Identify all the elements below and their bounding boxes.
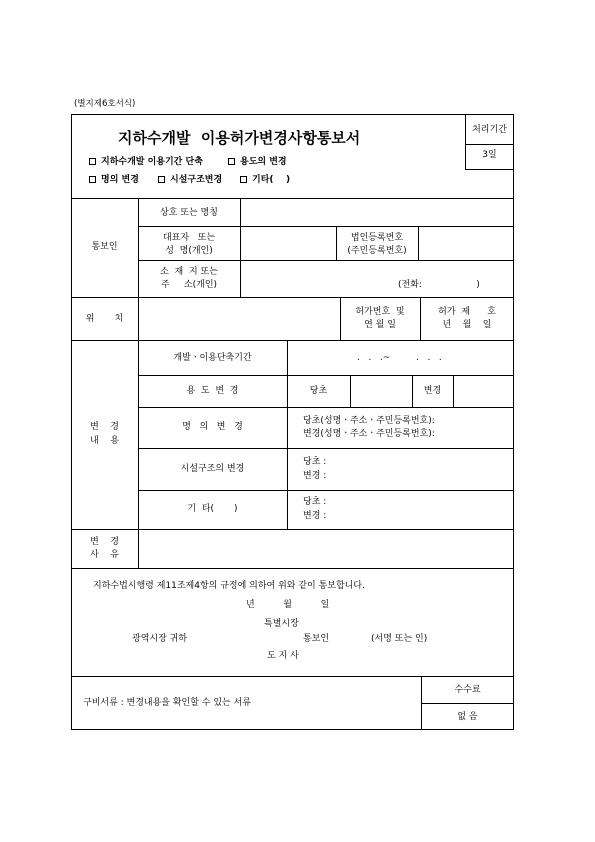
company-name-label: 상호 또는 명칭 (160, 208, 218, 218)
representative-field[interactable] (241, 227, 336, 260)
usage-after-field[interactable] (454, 377, 513, 406)
other-before[interactable]: 당초 : (303, 497, 327, 507)
fee-label: 수수료 (454, 685, 481, 695)
location-field[interactable] (139, 299, 339, 339)
processing-period-label: 처리기간 (472, 125, 507, 135)
address-label-1: 소 재 지 또는 (160, 267, 218, 277)
reason-field[interactable] (139, 531, 513, 567)
facility-change-label: 시설구조의 변경 (180, 464, 245, 474)
notifier-section-label: 통보인 (91, 242, 118, 252)
permit-number-label: 허가 제 호 (438, 307, 496, 317)
other-change-label: 기 타( ) (187, 504, 238, 514)
provincial-governor: 도 지 사 (267, 651, 299, 661)
checkbox-icon (158, 176, 165, 183)
address-label-2: 주 소(개인) (160, 280, 218, 290)
notifier-signature-label: 통보인 (303, 634, 330, 644)
checkbox-icon (89, 158, 96, 165)
corp-reg-label-1: 법인등록번호 (350, 233, 404, 243)
checkbox-period-shorten[interactable]: 지하수개발 이용기간 단축 (89, 157, 203, 168)
metro-city-mayor: 광역시장 귀하 (132, 634, 188, 644)
period-label: 개발ㆍ이용단축기간 (173, 353, 252, 363)
checkbox-usage-change[interactable]: 용도의 변경 (228, 157, 287, 168)
location-label: 위 치 (85, 314, 124, 324)
checkbox-icon (228, 158, 235, 165)
signature-or-seal[interactable]: (서명 또는 인) (371, 634, 428, 644)
required-documents: 구비서류 : 변경내용을 확인할 수 있는 서류 (83, 698, 251, 708)
form-title: 지하수개발 이용허가변경사항통보서 (118, 129, 361, 147)
processing-period-value: 3일 (482, 150, 497, 160)
usage-change-label: 용 도 변 경 (186, 386, 239, 396)
usage-after-label: 변경 (423, 386, 442, 396)
facility-after[interactable]: 변경 : (303, 471, 327, 481)
special-city-mayor: 특별시장 (264, 619, 299, 629)
reason-label-1: 변 경 (90, 537, 119, 547)
checkbox-other[interactable]: 기타( ) (240, 175, 290, 186)
reason-label-2: 사 유 (90, 550, 119, 560)
declaration-statement: 지하수법시행령 제11조제4항의 규정에 의하여 위와 같이 통보합니다. (93, 581, 365, 591)
checkbox-icon (240, 176, 247, 183)
usage-before-label: 당초 (309, 386, 328, 396)
form-number: (별지제6호서식) (74, 99, 136, 109)
changes-section-label-1: 변 경 (90, 422, 119, 432)
name-change-label: 명 의 변 경 (182, 422, 243, 432)
phone-label: (전화: ) (398, 280, 480, 290)
checkbox-name-change[interactable]: 명의 변경 (89, 175, 139, 186)
fee-value: 없 음 (457, 712, 478, 722)
representative-label-1: 대표자 또는 (162, 233, 216, 243)
changes-section-label-2: 내 용 (90, 436, 119, 446)
other-after[interactable]: 변경 : (303, 511, 327, 521)
checkbox-icon (89, 176, 96, 183)
corp-reg-label-2: (주민등록번호) (347, 246, 407, 256)
permit-label-1: 허가번호 및 (355, 307, 405, 317)
corp-reg-field[interactable] (419, 227, 513, 260)
name-after[interactable]: 변경(성명ㆍ주소ㆍ주민등록번호): (303, 429, 435, 439)
representative-label-2: 성 명(개인) (165, 246, 213, 256)
name-before[interactable]: 당초(성명ㆍ주소ㆍ주민등록번호): (303, 416, 435, 426)
declaration-date[interactable]: 년 월 일 (246, 600, 330, 610)
address-field[interactable] (241, 261, 513, 297)
company-name-field[interactable] (241, 200, 513, 226)
usage-before-field[interactable] (351, 377, 411, 406)
facility-before[interactable]: 당초 : (303, 457, 327, 467)
permit-label-2: 연 월 일 (364, 320, 396, 330)
period-value[interactable]: . . .~ . . . (357, 353, 442, 363)
permit-date-label: 년 월 일 (442, 320, 492, 330)
checkbox-facility-change[interactable]: 시설구조변경 (158, 175, 222, 186)
